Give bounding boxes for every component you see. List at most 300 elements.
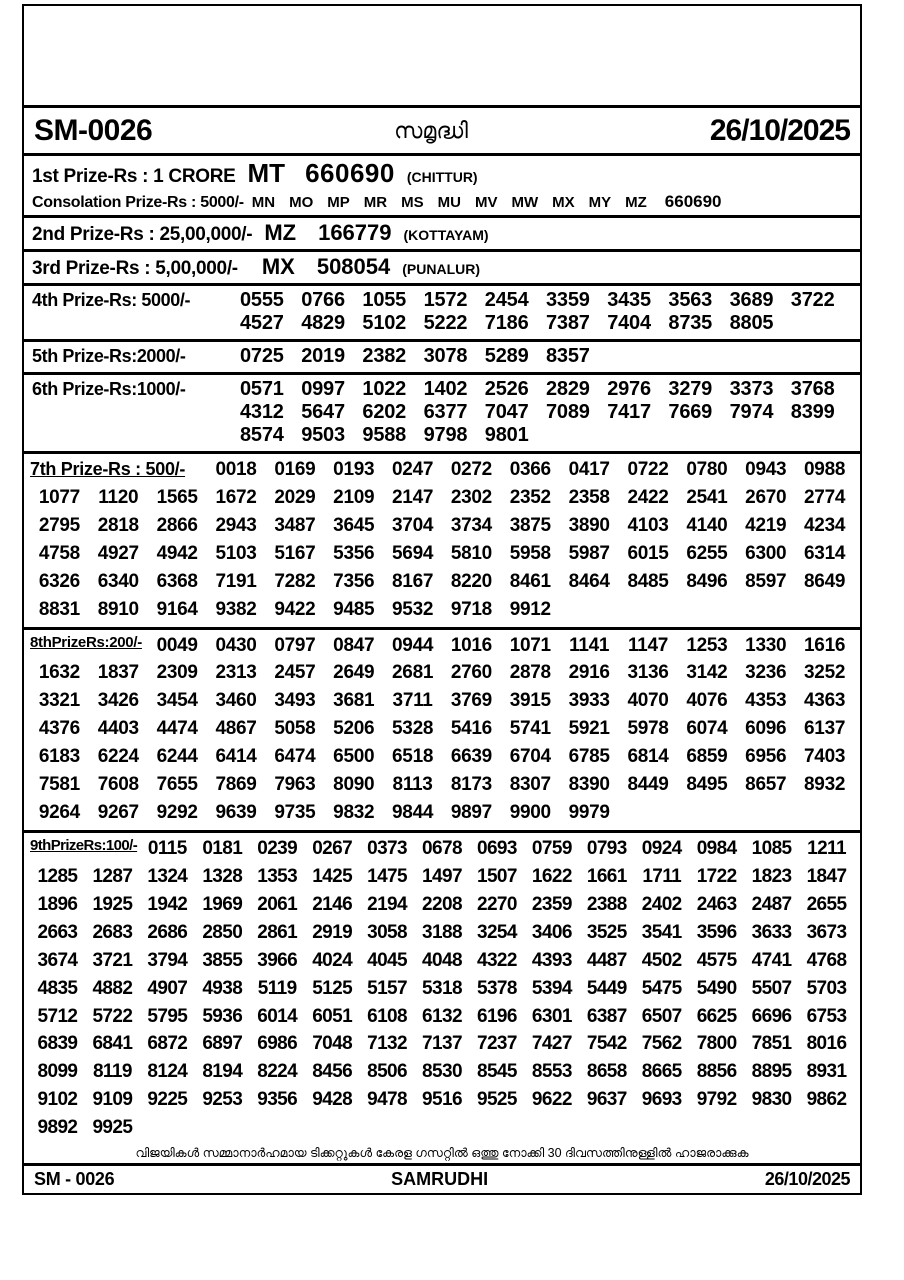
prize-number: 4942 bbox=[156, 542, 198, 564]
prize-number: 2649 bbox=[333, 662, 375, 684]
prize-number: 0049 bbox=[156, 634, 198, 656]
prize-number: 6224 bbox=[97, 746, 139, 768]
prize-number: 1285 bbox=[37, 865, 78, 887]
prize-number: 0571 bbox=[240, 378, 284, 400]
sixth-prize-row bbox=[32, 378, 852, 401]
prize-number: 2061 bbox=[257, 893, 298, 915]
prize-number: 9832 bbox=[333, 802, 375, 824]
second-prize-number: 166779 bbox=[318, 220, 392, 245]
prize-number: 4829 bbox=[301, 312, 345, 334]
prize-number: 7869 bbox=[215, 774, 257, 796]
prize-number: 7237 bbox=[476, 1033, 517, 1055]
prize-number: 2147 bbox=[392, 486, 434, 508]
prize-number: 6859 bbox=[686, 746, 728, 768]
prize-number: 1847 bbox=[806, 865, 847, 887]
prize-number: 2795 bbox=[38, 514, 80, 536]
second-prize-section bbox=[24, 218, 860, 252]
eighth-prize-grid bbox=[30, 632, 854, 827]
prize-number: 7137 bbox=[422, 1033, 462, 1055]
footer-bar bbox=[24, 1165, 860, 1193]
prize-number: 1328 bbox=[202, 865, 243, 887]
prize-number: 4768 bbox=[806, 949, 847, 971]
prize-number: 8173 bbox=[450, 774, 492, 796]
prize-number: 6753 bbox=[806, 1005, 847, 1027]
prize-number: 5958 bbox=[509, 542, 551, 564]
prize-number: 9267 bbox=[97, 802, 139, 824]
prize-number: 2774 bbox=[804, 486, 846, 508]
prize-number: 5810 bbox=[450, 542, 492, 564]
prize-number: 2943 bbox=[215, 514, 257, 536]
prize-number: 6314 bbox=[804, 542, 846, 564]
prize-number: 5490 bbox=[696, 977, 737, 999]
prize-number: 5318 bbox=[422, 977, 462, 999]
prize-number: 8456 bbox=[312, 1061, 353, 1083]
prize-number: 8506 bbox=[367, 1061, 407, 1083]
third-prize-row bbox=[32, 254, 852, 280]
prize-number: 8124 bbox=[147, 1061, 188, 1083]
prize-number: 3769 bbox=[450, 690, 492, 712]
prize-number: 6132 bbox=[422, 1005, 462, 1027]
prize-number: 1711 bbox=[642, 865, 682, 887]
prize-number: 9102 bbox=[37, 1089, 78, 1111]
prize-number: 2388 bbox=[586, 893, 627, 915]
prize-number: 3254 bbox=[476, 921, 517, 943]
prize-number: 2302 bbox=[450, 486, 492, 508]
prize-number: 8113 bbox=[392, 774, 433, 796]
prize-number: 3711 bbox=[392, 690, 433, 712]
prize-number: 7655 bbox=[156, 774, 198, 796]
prize-number: 0780 bbox=[686, 459, 728, 480]
prize-number: 7356 bbox=[333, 570, 375, 592]
prize-number: 2878 bbox=[509, 662, 551, 684]
prize-number: 2655 bbox=[806, 893, 847, 915]
third-prize-section bbox=[24, 252, 860, 286]
prize-number: 8016 bbox=[806, 1033, 847, 1055]
prize-number: 2208 bbox=[422, 893, 462, 915]
lottery-code: SM-0026 bbox=[34, 113, 153, 147]
prize-number: 3673 bbox=[806, 921, 847, 943]
prize-number: 3252 bbox=[804, 662, 846, 684]
prize-number: 8399 bbox=[790, 401, 835, 423]
prize-number: 0366 bbox=[509, 459, 551, 480]
prize-number: 3188 bbox=[422, 921, 462, 943]
prize-number: 6518 bbox=[392, 746, 434, 768]
prize-number: 5647 bbox=[301, 401, 345, 423]
prize-number: 4024 bbox=[312, 949, 353, 971]
prize-number: 9900 bbox=[509, 802, 551, 824]
prize-number: 3078 bbox=[423, 345, 468, 367]
prize-number: 6096 bbox=[745, 718, 787, 740]
consolation-series: MX bbox=[552, 194, 575, 211]
prize-number: 2402 bbox=[641, 893, 682, 915]
consolation-series: MN bbox=[251, 194, 276, 211]
prize-number: 7417 bbox=[607, 401, 651, 423]
consolation-series: MW bbox=[511, 194, 539, 211]
second-prize-label: 2nd Prize-Rs : 25,00,000/- bbox=[32, 224, 253, 245]
prize-number: 6301 bbox=[531, 1005, 572, 1027]
prize-number: 8530 bbox=[422, 1061, 462, 1083]
prize-number: 8307 bbox=[509, 774, 551, 796]
prize-number: 3321 bbox=[38, 690, 80, 712]
prize-number: 0417 bbox=[568, 459, 610, 480]
ninth-prize-label: 9thPrizeRs:100/- bbox=[30, 836, 138, 854]
third-prize-label: 3rd Prize-Rs : 5,00,000/- bbox=[32, 258, 238, 279]
prize-number: 0693 bbox=[476, 837, 517, 859]
prize-number: 4474 bbox=[156, 718, 198, 740]
prize-number: 0169 bbox=[274, 459, 316, 480]
footer-name: SAMRUDHI bbox=[391, 1169, 489, 1190]
prize-number: 4758 bbox=[38, 542, 80, 564]
prize-number: 8545 bbox=[476, 1061, 517, 1083]
prize-number: 4045 bbox=[367, 949, 407, 971]
prize-number: 4103 bbox=[627, 514, 669, 536]
prize-number: 1475 bbox=[367, 865, 407, 887]
prize-number: 6639 bbox=[450, 746, 492, 768]
fifth-prize-row bbox=[32, 345, 852, 368]
third-prize-place: (PUNALUR) bbox=[402, 261, 481, 277]
prize-number: 6074 bbox=[686, 718, 728, 740]
prize-number: 3236 bbox=[745, 662, 787, 684]
prize-number: 4353 bbox=[745, 690, 787, 712]
prize-number: 4076 bbox=[686, 690, 728, 712]
prize-number: 8495 bbox=[686, 774, 728, 796]
consolation-series: MS bbox=[401, 194, 424, 211]
prize-number: 2686 bbox=[147, 921, 188, 943]
prize-number: 3406 bbox=[531, 921, 572, 943]
prize-number: 4403 bbox=[97, 718, 139, 740]
prize-number: 9485 bbox=[333, 598, 375, 620]
prize-number: 7047 bbox=[484, 401, 529, 423]
prize-number: 1147 bbox=[627, 634, 668, 656]
prize-number: 2861 bbox=[257, 921, 298, 943]
prize-number: 3768 bbox=[790, 378, 835, 400]
prize-number: 9637 bbox=[586, 1089, 627, 1111]
prize-number: 0430 bbox=[215, 634, 257, 656]
prize-number: 8657 bbox=[745, 774, 787, 796]
prize-number: 3373 bbox=[729, 378, 774, 400]
fifth-prize-section bbox=[24, 342, 860, 375]
prize-number: 9292 bbox=[156, 802, 198, 824]
prize-number: 1211 bbox=[807, 837, 846, 859]
consolation-prize-label: Consolation Prize-Rs : 5000/- bbox=[32, 194, 244, 211]
fourth-prize-section bbox=[24, 286, 860, 342]
prize-number: 7186 bbox=[484, 312, 529, 334]
prize-number: 4393 bbox=[531, 949, 572, 971]
prize-number: 9525 bbox=[476, 1089, 517, 1111]
prize-number: 3933 bbox=[568, 690, 610, 712]
seventh-prize-section bbox=[24, 454, 860, 630]
prize-number: 2919 bbox=[312, 921, 353, 943]
prize-number: 2352 bbox=[509, 486, 551, 508]
prize-number: 8194 bbox=[202, 1061, 243, 1083]
prize-number: 2359 bbox=[531, 893, 572, 915]
prize-number: 1565 bbox=[156, 486, 198, 508]
prize-number: 3136 bbox=[627, 662, 669, 684]
prize-number: 5328 bbox=[392, 718, 434, 740]
prize-number: 2454 bbox=[484, 289, 529, 311]
prize-number: 0247 bbox=[392, 459, 434, 480]
first-prize-place: (CHITTUR) bbox=[406, 169, 478, 185]
prize-number: 9912 bbox=[509, 598, 551, 620]
prize-number: 2422 bbox=[627, 486, 669, 508]
seventh-prize-grid bbox=[30, 456, 854, 624]
prize-number: 6183 bbox=[38, 746, 80, 768]
prize-number: 9979 bbox=[568, 802, 610, 824]
prize-number: 5102 bbox=[362, 312, 407, 334]
prize-number: 7851 bbox=[751, 1033, 792, 1055]
prize-number: 8449 bbox=[627, 774, 669, 796]
prize-number: 5222 bbox=[423, 312, 468, 334]
prize-number: 7581 bbox=[38, 774, 80, 796]
consolation-series: MO bbox=[289, 194, 314, 211]
prize-number: 1622 bbox=[531, 865, 572, 887]
prize-number: 3794 bbox=[147, 949, 188, 971]
prize-number: 1077 bbox=[38, 486, 80, 508]
first-prize-series: MT bbox=[247, 158, 286, 188]
prize-number: 2270 bbox=[476, 893, 517, 915]
prize-number: 7048 bbox=[312, 1033, 353, 1055]
prize-number: 2358 bbox=[568, 486, 610, 508]
prize-number: 3359 bbox=[546, 289, 590, 311]
prize-number: 3966 bbox=[257, 949, 298, 971]
prize-number: 6015 bbox=[627, 542, 669, 564]
prize-number: 8553 bbox=[531, 1061, 572, 1083]
prize-number: 5119 bbox=[257, 977, 297, 999]
prize-number: 8658 bbox=[586, 1061, 627, 1083]
prize-number: 5936 bbox=[202, 1005, 243, 1027]
prize-number: 3681 bbox=[333, 690, 375, 712]
prize-number: 3689 bbox=[729, 289, 774, 311]
prize-number: 3541 bbox=[641, 921, 682, 943]
prize-number: 9109 bbox=[92, 1089, 133, 1111]
prize-number: 0555 bbox=[240, 289, 284, 311]
prize-number: 6196 bbox=[476, 1005, 517, 1027]
prize-number: 4741 bbox=[751, 949, 792, 971]
prize-number: 0239 bbox=[257, 837, 298, 859]
prize-number: 3493 bbox=[274, 690, 316, 712]
prize-number: 5987 bbox=[568, 542, 610, 564]
prize-number: 1353 bbox=[257, 865, 298, 887]
prize-number: 8220 bbox=[450, 570, 492, 592]
prize-number: 2019 bbox=[301, 345, 345, 367]
prize-number: 8485 bbox=[627, 570, 669, 592]
prize-number: 5795 bbox=[147, 1005, 188, 1027]
prize-number: 3596 bbox=[696, 921, 737, 943]
prize-number: 3142 bbox=[686, 662, 728, 684]
prize-number: 5694 bbox=[392, 542, 434, 564]
consolation-series: MU bbox=[437, 194, 461, 211]
consolation-series-list bbox=[244, 194, 647, 212]
prize-number: 0984 bbox=[696, 837, 737, 859]
prize-number: 3454 bbox=[156, 690, 198, 712]
prize-number: 6414 bbox=[215, 746, 257, 768]
prize-number: 6841 bbox=[92, 1033, 133, 1055]
prize-number: 8856 bbox=[696, 1061, 737, 1083]
prize-number: 9897 bbox=[450, 802, 492, 824]
prize-number: 4363 bbox=[804, 690, 846, 712]
prize-number: 1837 bbox=[97, 662, 139, 684]
prize-number: 4070 bbox=[627, 690, 669, 712]
prize-number: 4376 bbox=[38, 718, 80, 740]
prize-number: 7542 bbox=[586, 1033, 627, 1055]
prize-number: 0988 bbox=[804, 459, 846, 480]
prize-number: 1287 bbox=[92, 865, 133, 887]
prize-number: 0181 bbox=[202, 837, 243, 859]
footer-date: 26/10/2025 bbox=[764, 1169, 850, 1190]
prize-number: 1616 bbox=[804, 634, 846, 656]
prize-number: 9792 bbox=[696, 1089, 737, 1111]
first-prize-label: 1st Prize-Rs : 1 CRORE bbox=[32, 166, 236, 187]
prize-number: 1085 bbox=[751, 837, 792, 859]
prize-number: 6368 bbox=[156, 570, 198, 592]
prize-number: 9532 bbox=[392, 598, 434, 620]
prize-number: 2683 bbox=[92, 921, 133, 943]
prize-number: 0943 bbox=[745, 459, 787, 480]
prize-number: 6785 bbox=[568, 746, 610, 768]
prize-number: 6051 bbox=[312, 1005, 353, 1027]
prize-number: 0018 bbox=[215, 459, 257, 480]
prize-number: 9225 bbox=[147, 1089, 188, 1111]
prize-number: 7403 bbox=[804, 746, 846, 768]
draw-date: 26/10/2025 bbox=[709, 113, 850, 147]
prize-number: 2866 bbox=[156, 514, 198, 536]
fifth-prize-label: 5th Prize-Rs:2000/- bbox=[32, 346, 186, 366]
prize-number: 6956 bbox=[745, 746, 787, 768]
prize-number: 5356 bbox=[333, 542, 375, 564]
prize-number: 1016 bbox=[450, 634, 492, 656]
first-prize-row bbox=[32, 158, 852, 189]
prize-number: 2818 bbox=[97, 514, 139, 536]
prize-number: 6014 bbox=[257, 1005, 298, 1027]
prize-number: 7404 bbox=[607, 312, 651, 334]
prize-number: 3674 bbox=[37, 949, 78, 971]
prize-number: 4502 bbox=[641, 949, 682, 971]
prize-number: 8910 bbox=[97, 598, 139, 620]
prize-number: 8167 bbox=[392, 570, 434, 592]
prize-number: 0944 bbox=[392, 634, 434, 656]
prize-number: 8224 bbox=[257, 1061, 298, 1083]
prize-number: 0997 bbox=[301, 378, 345, 400]
prize-number: 5475 bbox=[641, 977, 682, 999]
prize-number: 1022 bbox=[362, 378, 407, 400]
prize-number: 2309 bbox=[156, 662, 198, 684]
second-prize-row bbox=[32, 220, 852, 246]
prize-number: 4927 bbox=[97, 542, 139, 564]
prize-number: 3645 bbox=[333, 514, 375, 536]
prize-number: 3875 bbox=[509, 514, 551, 536]
prize-number: 7387 bbox=[546, 312, 590, 334]
prize-number: 9264 bbox=[38, 802, 80, 824]
prize-number: 7282 bbox=[274, 570, 316, 592]
prize-number: 0193 bbox=[333, 459, 375, 480]
prize-number: 5103 bbox=[215, 542, 257, 564]
prize-number: 6255 bbox=[686, 542, 728, 564]
prize-number: 3058 bbox=[367, 921, 407, 943]
prize-number: 8357 bbox=[546, 345, 590, 367]
prize-number: 2916 bbox=[568, 662, 610, 684]
prize-number: 8597 bbox=[745, 570, 787, 592]
eighth-prize-section bbox=[24, 630, 860, 833]
prize-number: 7427 bbox=[531, 1033, 572, 1055]
prize-number: 1823 bbox=[751, 865, 792, 887]
prize-number: 7089 bbox=[546, 401, 590, 423]
prize-number: 8099 bbox=[37, 1061, 78, 1083]
result-header bbox=[24, 108, 860, 156]
prize-number: 1253 bbox=[686, 634, 728, 656]
prize-number: 0797 bbox=[274, 634, 316, 656]
prize-number: 7974 bbox=[729, 401, 774, 423]
prize-number: 9622 bbox=[531, 1089, 572, 1111]
prize-number: 6696 bbox=[751, 1005, 792, 1027]
prize-number: 4234 bbox=[804, 514, 846, 536]
prize-number: 9253 bbox=[202, 1089, 243, 1111]
prize-number: 9503 bbox=[301, 424, 345, 446]
prize-number: 5167 bbox=[274, 542, 316, 564]
prize-number: 1661 bbox=[586, 865, 627, 887]
sixth-prize-numbers bbox=[240, 401, 852, 424]
sixth-prize-numbers bbox=[240, 378, 852, 401]
prize-number: 2760 bbox=[450, 662, 492, 684]
prize-number: 0847 bbox=[333, 634, 375, 656]
consolation-series: MR bbox=[363, 194, 388, 211]
prize-number: 8735 bbox=[668, 312, 713, 334]
prize-number: 6897 bbox=[202, 1033, 243, 1055]
prize-number: 6704 bbox=[509, 746, 551, 768]
prize-number: 8090 bbox=[333, 774, 375, 796]
prize-number: 6108 bbox=[367, 1005, 407, 1027]
consolation-series: MY bbox=[588, 194, 612, 211]
prize-number: 0272 bbox=[450, 459, 492, 480]
prize-number: 0766 bbox=[301, 289, 345, 311]
prize-number: 4907 bbox=[147, 977, 188, 999]
prize-number: 1497 bbox=[422, 865, 462, 887]
prize-number: 3563 bbox=[668, 289, 713, 311]
prize-number: 3734 bbox=[450, 514, 492, 536]
prize-number: 4938 bbox=[202, 977, 243, 999]
sixth-prize-label: 6th Prize-Rs:1000/- bbox=[32, 379, 186, 399]
prize-number: 6300 bbox=[745, 542, 787, 564]
prize-number: 0678 bbox=[422, 837, 462, 859]
seventh-prize-label: 7th Prize-Rs : 500/- bbox=[30, 459, 186, 479]
prize-number: 1632 bbox=[38, 662, 80, 684]
first-prize-section bbox=[24, 156, 860, 218]
prize-number: 5722 bbox=[92, 1005, 133, 1027]
prize-number: 1672 bbox=[215, 486, 257, 508]
prize-number: 6986 bbox=[257, 1033, 298, 1055]
prize-number: 1071 bbox=[509, 634, 551, 656]
prize-number: 4140 bbox=[686, 514, 728, 536]
prize-number: 2194 bbox=[367, 893, 407, 915]
prize-number: 1942 bbox=[147, 893, 188, 915]
prize-number: 3633 bbox=[751, 921, 792, 943]
prize-number: 1722 bbox=[696, 865, 737, 887]
consolation-number: 660690 bbox=[664, 192, 722, 211]
prize-number: 6839 bbox=[37, 1033, 78, 1055]
prize-number: 5125 bbox=[312, 977, 353, 999]
prize-number: 1507 bbox=[476, 865, 517, 887]
prize-number: 4219 bbox=[745, 514, 787, 536]
prize-number: 8119 bbox=[92, 1061, 132, 1083]
prize-number: 4882 bbox=[92, 977, 133, 999]
prize-number: 9844 bbox=[392, 802, 434, 824]
consolation-prize-row bbox=[32, 192, 852, 212]
prize-number: 3704 bbox=[392, 514, 434, 536]
prize-number: 8496 bbox=[686, 570, 728, 592]
prize-number: 3915 bbox=[509, 690, 551, 712]
prize-number: 1925 bbox=[92, 893, 133, 915]
prize-number: 5157 bbox=[367, 977, 407, 999]
prize-number: 9639 bbox=[215, 802, 257, 824]
